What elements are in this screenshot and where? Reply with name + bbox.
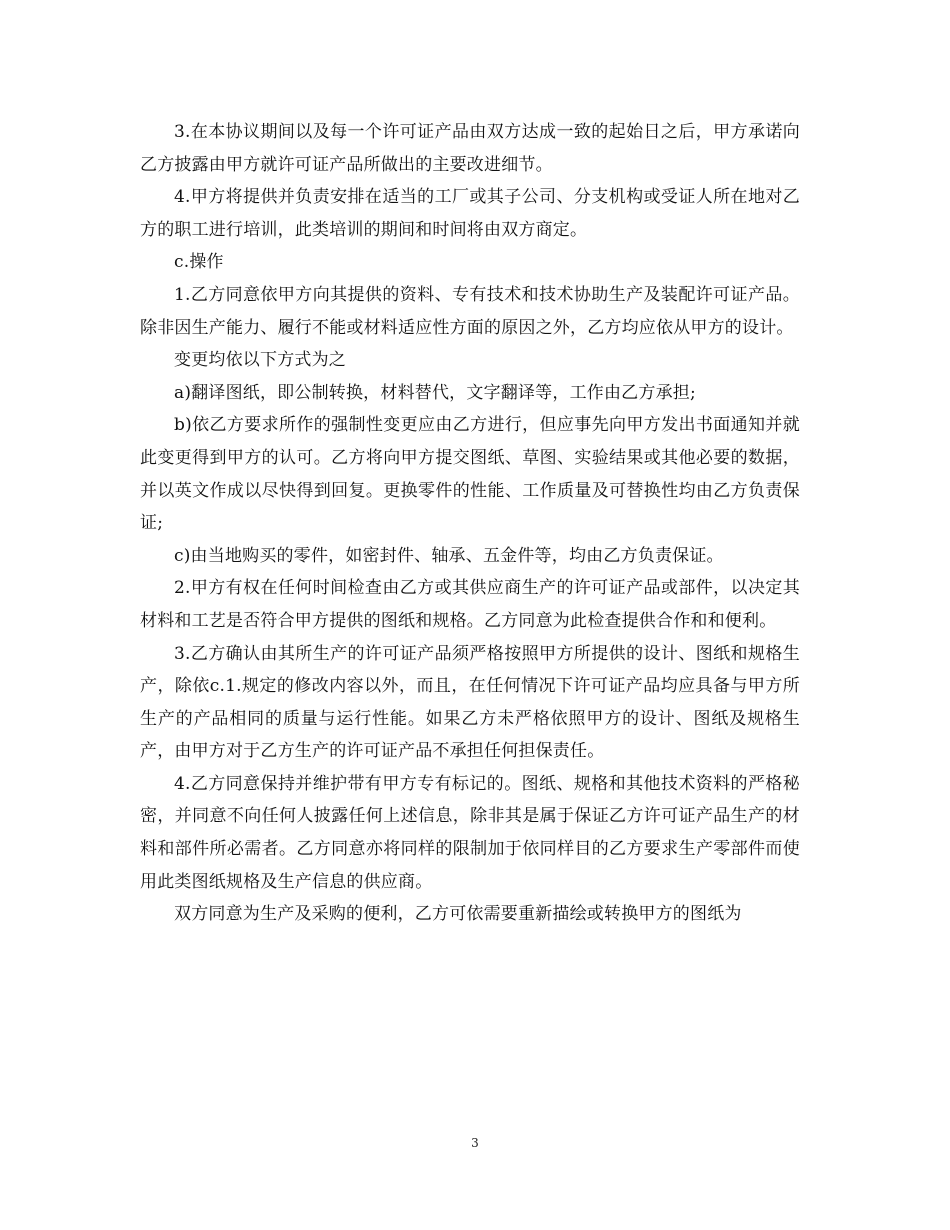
paragraph-10: 4.乙方同意保持并维护带有甲方专有标记的。图纸、规格和其他技术资料的严格秘密，并同意不向任何人披露任何上述信息，除非其是属于保证乙方许可证产品生产的材料和部件所必需者。乙方同意亦将同样的限制加于依同样目的乙方要求生产零部件而使用此类图纸规格及生产信息的供应商。 [140,773,800,892]
paragraph-2: 4.甲方将提供并负责安排在适当的工厂或其子公司、分支机构或受证人所在地对乙方的职工进行培训，此类培训的期间和时间将由双方商定。 [140,187,800,240]
section-heading-operation: c.操作 [174,252,224,273]
paragraph-4: 变更均依以下方式为之 [174,350,346,371]
paragraph-11: 双方同意为生产及采购的便利，乙方可依需要重新描绘或转换甲方的图纸为 [174,904,742,925]
paragraph-6: b)依乙方要求所作的强制性变更应由乙方进行，但应事先向甲方发出书面通知并就此变更得到甲方的认可。乙方将向甲方提交图纸、草图、实验结果或其他必要的数据，并以英文作成以尽快得到回复。更换零件的性能、工作质量及可替换性均由乙方负责保证; [140,415,800,534]
paragraph-5: a)翻译图纸，即公制转换，材料替代，文字翻译等，工作由乙方承担; [174,382,696,403]
paragraph-7: c)由当地购买的零件，如密封件、轴承、五金件等，均由乙方负责保证。 [174,545,724,566]
paragraph-1: 3.在本协议期间以及每一个许可证产品由双方达成一致的起始日之后，甲方承诺向乙方披露由甲方就许可证产品所做出的主要改进细节。 [140,122,800,175]
document-body [140,116,800,931]
paragraph-8: 2.甲方有权在任何时间检查由乙方或其供应商生产的许可证产品或部件，以决定其材料和工艺是否符合甲方提供的图纸和规格。乙方同意为此检查提供合作和和便利。 [140,578,800,631]
paragraph-9: 3.乙方确认由其所生产的许可证产品须严格按照甲方所提供的设计、图纸和规格生产，除依c.1.规定的修改内容以外，而且，在任何情况下许可证产品均应具备与甲方所生产的产品相同的质量与运行性能。如果乙方未严格依照甲方的设计、图纸及规格生产，由甲方对于乙方生产的许可证产品不承担任何担保责任。 [140,643,800,762]
page-number: 3 [471,1136,479,1150]
paragraph-3: 1.乙方同意依甲方向其提供的资料、专有技术和技术协助生产及装配许可证产品。除非因生产能力、履行不能或材料适应性方面的原因之外，乙方均应依从甲方的设计。 [140,284,800,338]
